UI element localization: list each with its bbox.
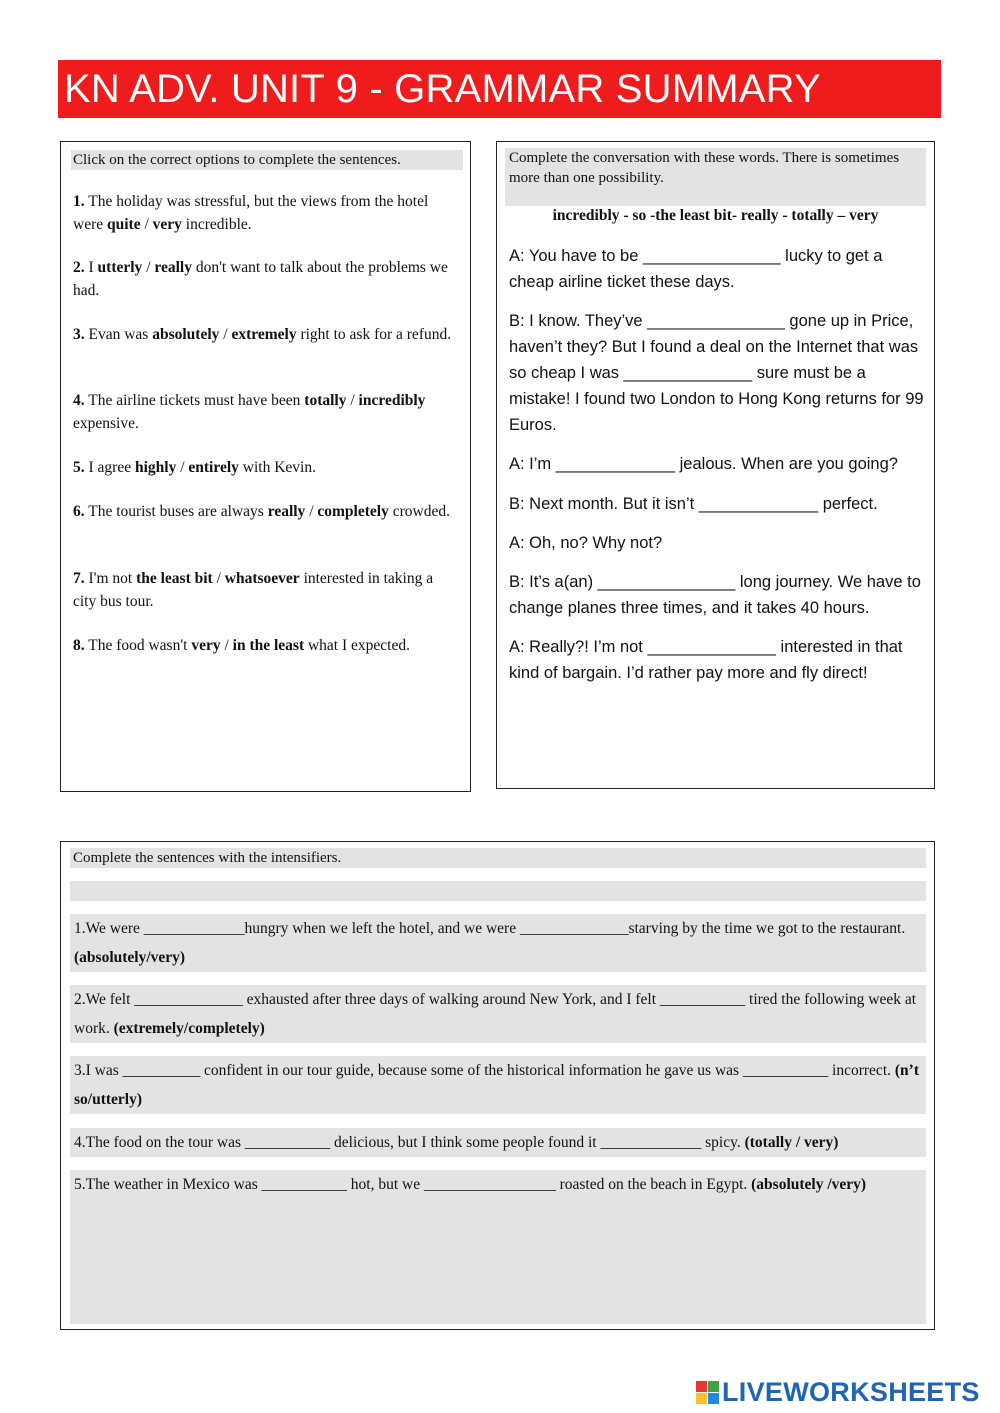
logo-blocks-icon — [696, 1381, 720, 1405]
question-text-end: with Kevin. — [238, 459, 316, 476]
question-number: 8. — [73, 637, 85, 654]
question-text-end: interested in taking a city bus tour. — [73, 570, 434, 610]
sentence-text: 4.The food on the tour was ___________ delicious, but I think some people found it _____________ spicy. — [74, 1134, 745, 1151]
question-number: 4. — [73, 392, 85, 409]
sentence-text: 3.I was __________ confident in our tour guide, because some of the historical information he gave us was ___________ incorrect. — [74, 1062, 895, 1079]
dialogue-line[interactable]: B: I know. They’ve _______________ gone up in Price, haven’t they? But I found a deal on the Internet that was so cheap I was ______________ sure must be a mistake! I found two London to Hong Kong returns for 99 Euros. — [509, 312, 924, 434]
question-text: I'm not — [84, 570, 137, 587]
option-a[interactable]: really — [267, 503, 306, 520]
word-bank: incredibly - so -the least bit- really - totally – very — [552, 207, 879, 224]
question-8 — [73, 634, 458, 657]
dialogue-line[interactable]: A: You have to be _______________ lucky to get a cheap airline ticket these days. — [509, 247, 883, 291]
dialogue-line: A: Oh, no? Why not? — [509, 534, 663, 552]
question-text-end: what I expected. — [304, 637, 410, 654]
blank-shaded-row — [70, 881, 926, 901]
dialogue-line[interactable]: B: It’s a(an) _______________ long journey. We have to change planes three times, and it takes 40 hours. — [509, 573, 921, 617]
option-separator: / — [219, 326, 232, 343]
question-number: 2. — [73, 259, 85, 276]
option-b[interactable]: very — [152, 216, 182, 233]
sentence-3[interactable] — [70, 1056, 926, 1114]
conversation-panel — [496, 141, 935, 789]
question-text: Evan was — [84, 326, 153, 343]
option-b[interactable]: in the least — [232, 637, 305, 654]
option-separator: / — [305, 503, 318, 520]
question-number: 7. — [73, 570, 85, 587]
question-7 — [73, 567, 458, 613]
sentence-1[interactable] — [70, 914, 926, 972]
question-5 — [73, 456, 458, 479]
option-a[interactable]: the least bit — [136, 570, 213, 587]
logo-text: LIVEWORKSHEETS — [722, 1377, 980, 1407]
option-a[interactable]: utterly — [97, 259, 143, 276]
option-a[interactable]: absolutely — [152, 326, 220, 343]
dialogue-line[interactable]: A: Really?! I’m not ______________ interested in that kind of bargain. I’d rather pay more and fly direct! — [509, 638, 903, 682]
question-text: I — [84, 259, 98, 276]
option-a[interactable]: highly — [134, 459, 177, 476]
question-1 — [73, 190, 458, 236]
option-separator: / — [140, 216, 153, 233]
question-4 — [73, 389, 458, 435]
option-a[interactable]: very — [191, 637, 221, 654]
question-number: 1. — [73, 193, 85, 210]
sentence-2[interactable] — [70, 985, 926, 1043]
option-a[interactable]: quite — [107, 216, 141, 233]
page-title: KN ADV. UNIT 9 - GRAMMAR SUMMARY — [64, 67, 821, 111]
question-text-end: incredible. — [181, 216, 252, 233]
option-b[interactable]: completely — [317, 503, 389, 520]
question-text: The airline tickets must have been — [84, 392, 305, 409]
option-a[interactable]: totally — [304, 392, 347, 409]
title-banner — [58, 60, 941, 118]
sentence-hint: (absolutely /very) — [751, 1176, 867, 1193]
option-b[interactable]: extremely — [231, 326, 297, 343]
sentence-text: 1.We were _____________hungry when we left the hotel, and we were ______________starving by the time we got to the restaurant. — [74, 920, 906, 937]
multiple-choice-instruction: Click on the correct options to complete the sentences. — [71, 150, 463, 170]
option-separator: / — [220, 637, 233, 654]
sentence-hint: (n’t so/utterly) — [74, 1062, 919, 1108]
option-b[interactable]: incredibly — [358, 392, 426, 409]
option-separator: / — [176, 459, 189, 476]
multiple-choice-panel — [60, 141, 471, 792]
sentence-hint: (extremely/completely) — [113, 1020, 265, 1037]
intensifiers-instruction: Complete the sentences with the intensifiers. — [70, 848, 926, 868]
question-text-end: crowded. — [388, 503, 450, 520]
sentence-text: 5.The weather in Mexico was ___________ hot, but we _________________ roasted on the beach in Egypt. — [74, 1176, 752, 1193]
question-2 — [73, 256, 458, 302]
dialogue-line[interactable]: A: I’m _____________ jealous. When are you going? — [509, 455, 898, 473]
option-b[interactable]: whatsoever — [224, 570, 300, 587]
sentence-4[interactable] — [70, 1128, 926, 1157]
question-text-end: expensive. — [73, 415, 139, 432]
conversation-instruction: Complete the conversation with these words. There is sometimes more than one possibility. — [505, 148, 926, 206]
question-text-end: don't want to talk about the problems we had. — [73, 259, 448, 299]
question-text-end: right to ask for a refund. — [296, 326, 452, 343]
question-text: I agree — [84, 459, 135, 476]
question-text: The holiday was stressful, but the views from the hotel were — [73, 193, 429, 233]
sentence-hint: (absolutely/very) — [74, 949, 186, 966]
sentence-hint: (totally / very) — [744, 1134, 839, 1151]
option-separator: / — [212, 570, 225, 587]
dialogue-line[interactable]: B: Next month. But it isn’t _____________ perfect. — [509, 495, 878, 513]
sentence-text: 2.We felt ______________ exhausted after three days of walking around New York, and I felt ___________ tired the following week at work. — [74, 991, 917, 1037]
question-text: The tourist buses are always — [84, 503, 268, 520]
option-b[interactable]: really — [154, 259, 192, 276]
question-number: 5. — [73, 459, 85, 476]
question-text: The food wasn't — [84, 637, 192, 654]
option-b[interactable]: entirely — [188, 459, 239, 476]
liveworksheets-logo — [696, 1377, 980, 1409]
question-6 — [73, 500, 458, 523]
option-separator: / — [142, 259, 155, 276]
question-number: 3. — [73, 326, 85, 343]
question-number: 6. — [73, 503, 85, 520]
option-separator: / — [346, 392, 359, 409]
question-3 — [73, 323, 458, 346]
sentence-5[interactable] — [70, 1170, 926, 1324]
intensifiers-panel — [60, 841, 935, 1330]
